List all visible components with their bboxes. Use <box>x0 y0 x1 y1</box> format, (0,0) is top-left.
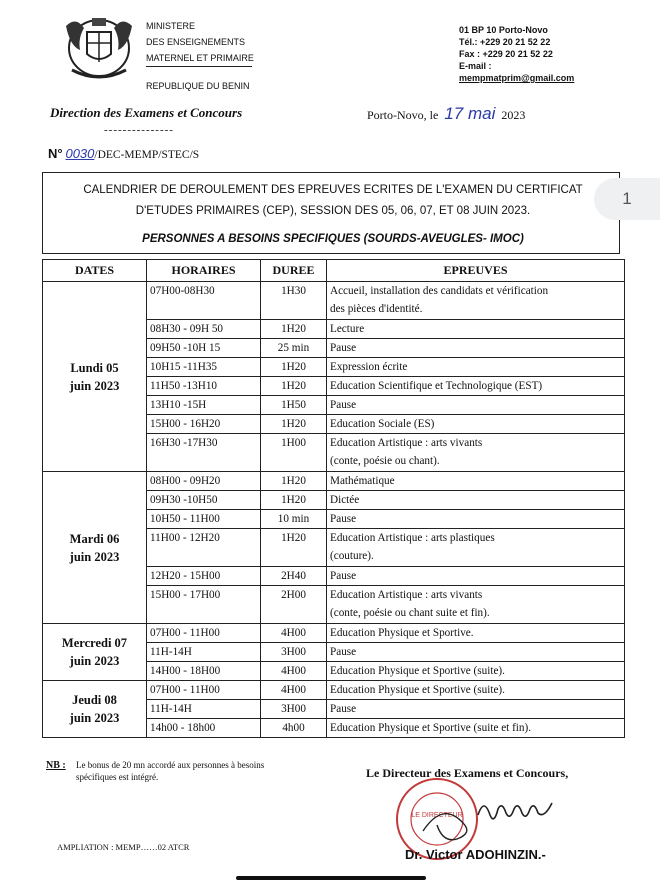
country-name: REPUBLIQUE DU BENIN <box>146 81 250 91</box>
duration-cell: 1H30 <box>261 282 327 320</box>
time-cell: 11H50 -13H10 <box>147 377 261 396</box>
date-day: Mardi 06 <box>69 531 120 546</box>
time-cell: 11H-14H <box>147 643 261 662</box>
date-month: juin 2023 <box>69 549 120 564</box>
time-cell: 11H-14H <box>147 700 261 719</box>
date-day: Lundi 05 <box>70 360 119 375</box>
page-number-badge[interactable]: 1 <box>594 178 660 220</box>
event-text: Education Sociale (ES) <box>330 418 435 430</box>
event-text: Pause <box>330 342 357 354</box>
time-cell: 10H15 -11H35 <box>147 358 261 377</box>
date-cell <box>43 681 147 738</box>
event-text: Expression écrite <box>330 361 408 373</box>
header-duree: DUREE <box>261 260 327 282</box>
event-text: Dictée <box>330 494 360 506</box>
reference-number <box>48 146 199 161</box>
event-text: Mathématique <box>330 475 395 487</box>
time-cell: 15H00 - 17H00 <box>147 586 261 624</box>
duration-cell: 1H20 <box>261 491 327 510</box>
time-cell: 09H50 -10H 15 <box>147 339 261 358</box>
table-row <box>43 282 625 320</box>
duration-cell: 1H00 <box>261 434 327 472</box>
date-cell <box>43 472 147 624</box>
duration-cell: 4H00 <box>261 662 327 681</box>
event-cell <box>327 700 625 719</box>
note-text: Le bonus de 20 mn accordé aux personnes à besoins spécifiques est intégré. <box>76 760 265 782</box>
reference-prefix: N° <box>48 146 63 161</box>
date-month: juin 2023 <box>69 654 120 668</box>
ministry-line: DES ENSEIGNEMENTS <box>146 37 246 47</box>
event-text-continued: (conte, poésie ou chant). <box>330 455 440 467</box>
event-text-continued: (couture). <box>330 550 374 562</box>
event-text-continued: des pièces d'identité. <box>330 303 423 315</box>
time-cell: 12H20 - 15H00 <box>147 567 261 586</box>
signatory-title: Le Directeur des Examens et Concours, <box>366 766 569 780</box>
event-cell <box>327 472 625 491</box>
event-text: Education Artistique : arts plastiques <box>330 532 495 544</box>
event-cell <box>327 510 625 529</box>
event-cell <box>327 320 625 339</box>
event-text: Pause <box>330 513 357 525</box>
date-cell <box>43 282 147 472</box>
event-cell <box>327 415 625 434</box>
time-cell: 16H30 -17H30 <box>147 434 261 472</box>
duration-cell: 1H50 <box>261 396 327 415</box>
handwritten-date: 17 mai <box>444 104 496 123</box>
duration-cell: 2H40 <box>261 567 327 586</box>
event-text: Pause <box>330 703 357 715</box>
date-cell <box>43 624 147 681</box>
event-text: Pause <box>330 646 357 658</box>
event-cell <box>327 491 625 510</box>
event-cell <box>327 719 625 738</box>
document-title <box>62 180 604 222</box>
event-text: Education Artistique : arts vivants <box>330 437 483 449</box>
duration-cell: 1H20 <box>261 415 327 434</box>
time-cell: 13H10 -15H <box>147 396 261 415</box>
event-cell <box>327 643 625 662</box>
duration-cell: 3H00 <box>261 643 327 662</box>
event-text: Education Artistique : arts vivants <box>330 589 483 601</box>
event-text-continued: (conte, poésie ou chant suite et fin). <box>330 607 490 619</box>
duration-cell: 1H20 <box>261 358 327 377</box>
place-label: Porto-Novo, le <box>367 108 439 122</box>
time-cell: 08H30 - 09H 50 <box>147 320 261 339</box>
time-cell: 07H00 - 11H00 <box>147 624 261 643</box>
duration-cell: 1H20 <box>261 377 327 396</box>
schedule-table <box>42 259 625 738</box>
divider: --------------- <box>104 124 174 136</box>
event-cell <box>327 282 625 320</box>
time-cell: 14H00 - 18H00 <box>147 662 261 681</box>
document-subtitle: PERSONNES A BESOINS SPECIFIQUES (SOURDS-AVEUGLES- IMOC) <box>142 233 524 245</box>
table-header-row <box>43 260 625 282</box>
duration-cell: 4H00 <box>261 624 327 643</box>
year: 2023 <box>501 108 526 122</box>
header-epreuves: EPREUVES <box>327 260 625 282</box>
event-text: Education Physique et Sportive (suite et fin). <box>330 722 532 734</box>
duration-cell: 4H00 <box>261 681 327 700</box>
event-text: Accueil, installation des candidats et vérification <box>330 285 549 297</box>
time-cell: 15H00 - 16H20 <box>147 415 261 434</box>
time-cell: 11H00 - 12H20 <box>147 529 261 567</box>
ministry-line: MINISTERE <box>146 21 196 31</box>
event-cell <box>327 567 625 586</box>
note-label: NB : <box>46 760 66 771</box>
duration-cell: 4h00 <box>261 719 327 738</box>
date-month: juin 2023 <box>69 378 120 393</box>
contact-block <box>459 24 574 84</box>
contact-line: Fax : +229 20 21 52 22 <box>459 49 553 59</box>
event-cell <box>327 681 625 700</box>
email-link[interactable]: mempmatprim@gmail.com <box>459 73 575 83</box>
time-cell: 09H30 -10H50 <box>147 491 261 510</box>
event-text: Pause <box>330 570 357 582</box>
duration-cell: 1H20 <box>261 320 327 339</box>
coat-of-arms-icon <box>58 12 140 82</box>
duration-cell: 25 min <box>261 339 327 358</box>
ampliation: AMPLIATION : MEMP……02 ATCR <box>57 842 190 852</box>
signatory-name: Dr. Victor ADOHINZIN.- <box>405 847 546 862</box>
table-row <box>43 681 625 700</box>
contact-line: E-mail : <box>459 61 492 71</box>
table-row <box>43 624 625 643</box>
event-cell <box>327 529 625 567</box>
date-day: Jeudi 08 <box>72 693 117 707</box>
duration-cell: 10 min <box>261 510 327 529</box>
home-indicator[interactable] <box>236 876 426 880</box>
time-cell: 14h00 - 18h00 <box>147 719 261 738</box>
stamp-text: LE DIRECTEUR <box>411 812 463 819</box>
duration-cell: 1H20 <box>261 472 327 491</box>
event-text: Education Physique et Sportive. <box>330 627 474 639</box>
event-cell <box>327 377 625 396</box>
title-line: D'ETUDES PRIMAIRES (CEP), SESSION DES 05, 06, 07, ET 08 JUIN 2023. <box>135 205 531 217</box>
note-block <box>46 759 265 782</box>
event-text: Education Physique et Sportive (suite). <box>330 684 505 696</box>
reference-handwritten-number: 0030 <box>65 146 95 161</box>
header-dates: DATES <box>43 260 147 282</box>
document-date <box>367 104 525 124</box>
event-cell <box>327 358 625 377</box>
time-cell: 10H50 - 11H00 <box>147 510 261 529</box>
event-cell <box>327 339 625 358</box>
event-cell <box>327 624 625 643</box>
event-cell <box>327 586 625 624</box>
event-text: Pause <box>330 399 357 411</box>
event-cell <box>327 662 625 681</box>
event-text: Lecture <box>330 323 365 335</box>
event-text: Education Physique et Sportive (suite). <box>330 665 505 677</box>
direction-name: Direction des Examens et Concours <box>50 105 243 120</box>
ministry-line: MATERNEL ET PRIMAIRE <box>146 53 254 63</box>
title-line: CALENDRIER DE DEROULEMENT DES EPREUVES ECRITES DE L'EXAMEN DU CERTIFICAT <box>83 184 583 196</box>
contact-line: Tél.: +229 20 21 52 22 <box>459 37 551 47</box>
event-cell <box>327 434 625 472</box>
contact-line: 01 BP 10 Porto-Novo <box>459 25 548 35</box>
time-cell: 07H00 - 11H00 <box>147 681 261 700</box>
duration-cell: 1H20 <box>261 529 327 567</box>
duration-cell: 3H00 <box>261 700 327 719</box>
event-text: Education Scientifique et Technologique (EST) <box>330 380 543 392</box>
header-horaires: HORAIRES <box>147 260 261 282</box>
time-cell: 08H00 - 09H20 <box>147 472 261 491</box>
date-day: Mercredi 07 <box>61 636 128 650</box>
time-cell: 07H00-08H30 <box>147 282 261 320</box>
ministry-name <box>146 18 254 94</box>
event-cell <box>327 396 625 415</box>
table-row <box>43 472 625 491</box>
duration-cell: 2H00 <box>261 586 327 624</box>
date-month: juin 2023 <box>69 711 120 725</box>
signature-icon <box>476 795 566 825</box>
reference-suffix: /DEC-MEMP/STEC/S <box>94 149 200 161</box>
